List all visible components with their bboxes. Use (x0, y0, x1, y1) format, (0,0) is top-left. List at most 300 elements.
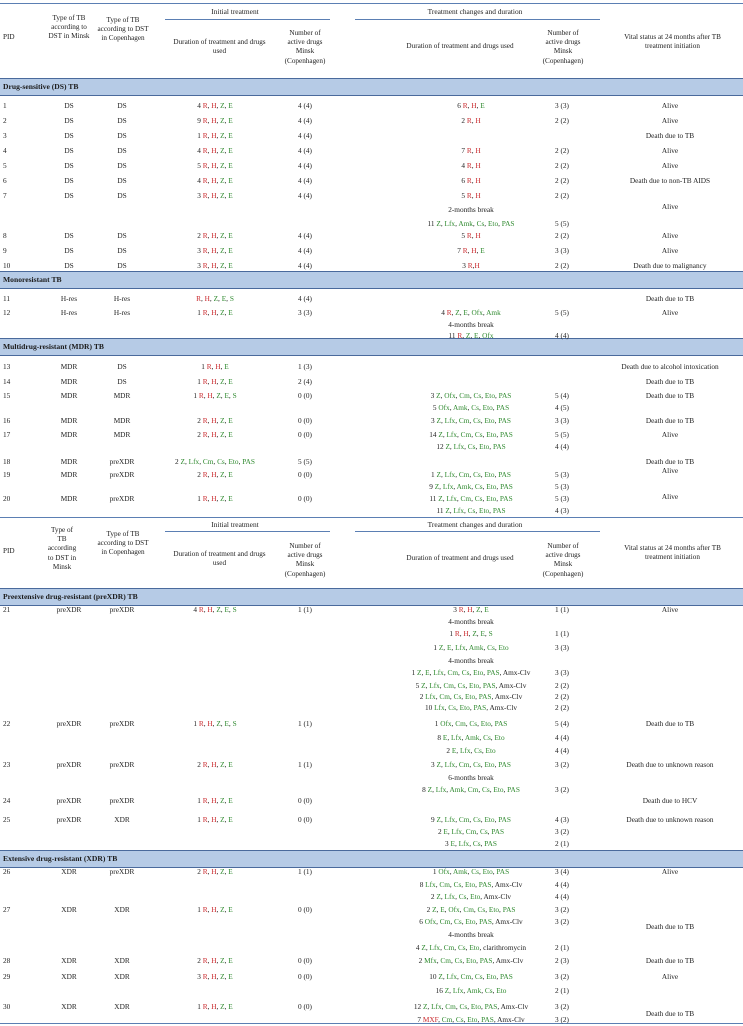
type-minsk-cell: preXDR (56, 760, 82, 769)
vital-status-cell: Alive (661, 146, 679, 155)
section-xdr (0, 850, 743, 868)
active-drugs-2-cell: 2 (2) (555, 176, 569, 185)
treatment-cell: 12 Z, Lfx, Cm, Cs, Eto, PAS, Amx-Clv (413, 1002, 529, 1011)
active-drugs-2-cell: 2 (2) (555, 681, 569, 690)
treatment-cell: 1 R, H, Z, E, S (193, 391, 237, 400)
treatment-cell: 2 R, H, Z, E (197, 956, 233, 965)
type-minsk-cell: MDR (60, 362, 78, 371)
active-drugs-cell: 5 (5) (298, 457, 312, 466)
treatment-cell: 1 R, H, Z, E (197, 796, 233, 805)
treatment-cell: 4 R, Z, E, Ofx, Amk (441, 308, 501, 317)
vital-status-cell: Death due to TB (645, 457, 695, 466)
type-minsk-cell: preXDR (56, 719, 82, 728)
type-copenhagen-cell: MDR (113, 391, 131, 400)
vital-status-cell: Death due to TB (645, 719, 695, 728)
header-treatment-changes: Treatment changes and duration (427, 520, 523, 529)
active-drugs-2-cell: 2 (2) (555, 116, 569, 125)
treatment-cell: 9 Z, Lfx, Cm, Cs, Eto, PAS (431, 815, 511, 824)
header-underline (165, 19, 330, 20)
active-drugs-cell: 4 (4) (298, 231, 312, 240)
treatment-cell: 1 R, H, Z, E (197, 494, 233, 503)
vital-status-cell: Alive (661, 161, 679, 170)
type-minsk-cell: MDR (60, 470, 78, 479)
treatment-cell: 1 R, H, Z, E (197, 1002, 233, 1011)
active-drugs-cell: 0 (0) (298, 972, 312, 981)
active-drugs-2-cell: 4 (4) (555, 892, 569, 901)
active-drugs-2-cell: 4 (3) (555, 815, 569, 824)
active-drugs-2-cell: 4 (5) (555, 403, 569, 412)
vital-status-cell: Death due to TB (645, 1009, 695, 1018)
active-drugs-cell: 1 (1) (298, 605, 312, 614)
vital-status-cell: Alive (661, 231, 679, 240)
treatment-cell: 1 R, H, Z, E (197, 308, 233, 317)
treatment-cell: 2 R, H, Z, E (197, 231, 233, 240)
treatment-cell: 9 Z, Lfx, Amk, Cs, Eto, PAS (429, 482, 513, 491)
type-minsk-cell: DS (64, 176, 74, 185)
active-drugs-cell: 4 (4) (298, 294, 312, 303)
active-drugs-2-cell: 3 (2) (555, 972, 569, 981)
treatment-cell: 10 Z, Lfx, Cm, Cs, Eto, PAS (429, 972, 513, 981)
treatment-cell: 5 R, H (461, 191, 481, 200)
pid-cell: 3 (3, 131, 7, 140)
treatment-cell: 11 R, Z, E, Ofx (448, 331, 494, 340)
type-minsk-cell: MDR (60, 430, 78, 439)
type-minsk-cell: preXDR (56, 605, 82, 614)
vital-status-cell: Death due to TB (645, 131, 695, 140)
vital-status-cell: Death due to TB (645, 416, 695, 425)
type-copenhagen-cell: preXDR (109, 760, 135, 769)
vital-status-cell: Alive (661, 972, 679, 981)
active-drugs-cell: 1 (1) (298, 867, 312, 876)
active-drugs-2-cell: 3 (2) (555, 1002, 569, 1011)
vital-status-cell: Death due to TB (645, 377, 695, 386)
header-num-active: Number of active drugs Minsk (Copenhagen) (284, 542, 326, 578)
active-drugs-2-cell: 2 (3) (555, 956, 569, 965)
active-drugs-2-cell: 4 (3) (555, 506, 569, 515)
active-drugs-2-cell: 5 (4) (555, 391, 569, 400)
treatment-line: 10 Lfx, Cs, Eto, PAS, Amx-Clv (424, 703, 518, 712)
header-type-copenhagen: Type of TB according to DST in Copenhagen (97, 16, 149, 43)
treatment-line: 2 Lfx, Cm, Cs, Eto, PAS, Amx-Clv (419, 692, 523, 701)
header-underline (355, 531, 600, 532)
pid-cell: 4 (3, 146, 7, 155)
active-drugs-2-cell: 5 (3) (555, 482, 569, 491)
pid-cell: 11 (3, 294, 11, 303)
treatment-line: 5 Z, Lfx, Cm, Cs, Eto, PAS, Amx-Clv (415, 681, 527, 690)
active-drugs-cell: 0 (0) (298, 956, 312, 965)
type-minsk-cell: MDR (60, 494, 78, 503)
treatment-cell: 4 R, H (461, 161, 481, 170)
vital-status-cell: Death due to alcohol intoxication (621, 362, 719, 371)
type-copenhagen-cell: XDR (114, 905, 130, 914)
treatment-cell: 1 R, H, E (201, 362, 229, 371)
vital-status-cell: Death due to TB (645, 294, 695, 303)
active-drugs-cell: 0 (0) (298, 416, 312, 425)
header-underline (165, 531, 330, 532)
active-drugs-2-cell: 5 (3) (555, 494, 569, 503)
treatment-line: 4-months break (448, 656, 494, 665)
vital-status-cell: Death due to unknown reason (626, 815, 714, 824)
active-drugs-2-cell: 4 (4) (555, 880, 569, 889)
pid-cell: 2 (3, 116, 7, 125)
active-drugs-2-cell: 2 (2) (555, 692, 569, 701)
active-drugs-cell: 4 (4) (298, 131, 312, 140)
active-drugs-2-cell: 2 (1) (555, 986, 569, 995)
active-drugs-cell: 4 (4) (298, 116, 312, 125)
type-minsk-cell: MDR (60, 377, 78, 386)
type-minsk-cell: preXDR (56, 815, 82, 824)
pid-cell: 14 (3, 377, 11, 386)
treatment-line: 1 Z, E, Lfx, Amk, Cs, Eto (433, 643, 509, 652)
vital-status-cell: Alive (661, 116, 679, 125)
treatment-cell: 4 R, H, Z, E, S (193, 605, 237, 614)
active-drugs-2-cell: 3 (2) (555, 785, 569, 794)
active-drugs-2-cell: 3 (2) (555, 760, 569, 769)
treatment-cell: 1 Z, Lfx, Cm, Cs, Eto, PAS (431, 470, 511, 479)
type-copenhagen-cell: preXDR (109, 470, 135, 479)
pid-cell: 29 (3, 972, 11, 981)
treatment-cell: 2 R, H, Z, E (197, 416, 233, 425)
active-drugs-2-cell: 3 (2) (555, 905, 569, 914)
type-copenhagen-cell: DS (117, 131, 127, 140)
active-drugs-2-cell: 4 (4) (555, 331, 569, 340)
treatment-break: 4-months break (448, 320, 494, 329)
type-minsk-cell: XDR (61, 1002, 77, 1011)
pid-cell: 5 (3, 161, 7, 170)
header-type-minsk: Type of TB according to DST in Minsk (47, 526, 77, 571)
treatment-cell: 2 Z, Lfx, Cm, Cs, Eto, PAS (175, 457, 255, 466)
section-prexdr (0, 588, 743, 606)
active-drugs-cell: 1 (1) (298, 760, 312, 769)
header-initial-duration: Duration of treatment and drugs used (173, 550, 266, 568)
type-minsk-cell: DS (64, 131, 74, 140)
treatment-cell: 11 Z, Lfx, Cs, Eto, PAS (436, 506, 506, 515)
type-minsk-cell: XDR (61, 956, 77, 965)
vital-status-cell: Alive (661, 466, 679, 475)
section-title: Drug-sensitive (DS) TB (3, 82, 79, 91)
vital-status-cell: Alive (661, 867, 679, 876)
active-drugs-2-cell: 5 (4) (555, 719, 569, 728)
pid-cell: 24 (3, 796, 11, 805)
active-drugs-2-cell: 1 (1) (555, 629, 569, 638)
treatment-cell: 3 R, H, Z, E (197, 972, 233, 981)
type-copenhagen-cell: XDR (114, 1002, 130, 1011)
type-minsk-cell: DS (64, 231, 74, 240)
treatment-cell: 1 R, H, Z, E (197, 131, 233, 140)
active-drugs-2-cell: 3 (3) (555, 643, 569, 652)
vital-status-cell: Alive (661, 101, 679, 110)
type-minsk-cell: MDR (60, 391, 78, 400)
pid-cell: 26 (3, 867, 11, 876)
header-changes-duration: Duration of treatment and drugs used (406, 42, 514, 50)
header-treatment-changes: Treatment changes and duration (427, 7, 523, 16)
section-ds (0, 78, 743, 96)
type-copenhagen-cell: DS (117, 377, 127, 386)
active-drugs-cell: 0 (0) (298, 494, 312, 503)
pid-cell: 25 (3, 815, 11, 824)
type-copenhagen-cell: DS (117, 362, 127, 371)
treatment-line: 2 E, Lfx, Cs, Eto (446, 746, 496, 755)
active-drugs-2-cell: 2 (2) (555, 146, 569, 155)
vital-status-cell: Death due to TB (645, 922, 695, 931)
treatment-cell: 6 R, H (461, 176, 481, 185)
pid-cell: 28 (3, 956, 11, 965)
treatment-cell: 3 Z, Lfx, Cm, Cs, Eto, PAS (431, 416, 511, 425)
pid-cell: 23 (3, 760, 11, 769)
active-drugs-2-cell: 2 (2) (555, 703, 569, 712)
active-drugs-cell: 4 (4) (298, 101, 312, 110)
type-minsk-cell: preXDR (56, 796, 82, 805)
header-num-active-2: Number of active drugs Minsk (Copenhagen) (542, 542, 584, 578)
table-header-repeat (0, 517, 743, 588)
pid-cell: 27 (3, 905, 11, 914)
vital-status-cell: Alive (661, 202, 679, 211)
section-title: Preextensive drug-resistant (preXDR) TB (3, 592, 138, 601)
table-header (0, 3, 743, 79)
type-copenhagen-cell: preXDR (109, 457, 135, 466)
treatment-cell: 4 R, H, Z, E (197, 101, 233, 110)
treatment-cell: 1 R, H, Z, E (197, 377, 233, 386)
treatment-line: 16 Z, Lfx, Amk, Cs, Eto (435, 986, 507, 995)
pid-cell: 7 (3, 191, 7, 200)
type-copenhagen-cell: DS (117, 101, 127, 110)
active-drugs-cell: 1 (3) (298, 362, 312, 371)
type-copenhagen-cell: preXDR (109, 494, 135, 503)
treatment-line: 4 Z, Lfx, Cm, Cs, Eto, clarithromycin (415, 943, 527, 952)
active-drugs-cell: 4 (4) (298, 191, 312, 200)
active-drugs-cell: 0 (0) (298, 391, 312, 400)
active-drugs-2-cell: 2 (2) (555, 231, 569, 240)
type-copenhagen-cell: DS (117, 191, 127, 200)
active-drugs-cell: 0 (0) (298, 796, 312, 805)
vital-status-cell: Death due to HCV (642, 796, 698, 805)
active-drugs-2-cell: 3 (3) (555, 416, 569, 425)
header-changes-duration: Duration of treatment and drugs used (406, 554, 514, 562)
active-drugs-2-cell: 2 (1) (555, 839, 569, 848)
treatment-cell: 3 Z, Ofx, Cm, Cs, Eto, PAS (430, 391, 512, 400)
pid-cell: 22 (3, 719, 11, 728)
header-initial-treatment: Initial treatment (211, 7, 259, 16)
type-copenhagen-cell: DS (117, 261, 127, 270)
active-drugs-2-cell: 3 (3) (555, 668, 569, 677)
active-drugs-cell: 4 (4) (298, 261, 312, 270)
active-drugs-2-cell: 3 (3) (555, 101, 569, 110)
treatment-line: 4-months break (448, 930, 494, 939)
vital-status-cell: Death due to TB (645, 391, 695, 400)
type-minsk-cell: DS (64, 116, 74, 125)
type-minsk-cell: XDR (61, 867, 77, 876)
treatment-cell: R, H, Z, E, S (196, 294, 234, 303)
treatment-cell: 2 R, H, Z, E (197, 760, 233, 769)
active-drugs-cell: 4 (4) (298, 176, 312, 185)
header-vital: Vital status at 24 months after TB treatment initiation (624, 544, 721, 562)
treatment-cell: 3 R, H, Z, E (453, 605, 489, 614)
type-copenhagen-cell: MDR (113, 430, 131, 439)
treatment-line: 6-months break (448, 773, 494, 782)
section-title: Multidrug-resistant (MDR) TB (3, 342, 104, 351)
type-copenhagen-cell: DS (117, 246, 127, 255)
treatment-cell: 4 R, H, Z, E (197, 146, 233, 155)
treatment-break: 2-months break (448, 205, 494, 214)
treatment-cell: 5 R, H (461, 231, 481, 240)
treatment-cell: 9 R, H, Z, E (197, 116, 233, 125)
treatment-cell: 1 Ofx, Cm, Cs, Eto, PAS (434, 719, 508, 728)
active-drugs-2-cell: 3 (2) (555, 1015, 569, 1024)
active-drugs-2-cell: 1 (1) (555, 605, 569, 614)
type-copenhagen-cell: preXDR (109, 719, 135, 728)
header-num-active: Number of active drugs Minsk (Copenhagen) (284, 29, 326, 65)
treatment-cell: 1 R, H, Z, E (197, 815, 233, 824)
treatment-cell: 11 Z, Lfx, Cm, Cs, Eto, PAS (429, 494, 513, 503)
type-copenhagen-cell: DS (117, 231, 127, 240)
pid-cell: 13 (3, 362, 11, 371)
pid-cell: 18 (3, 457, 11, 466)
active-drugs-2-cell: 2 (2) (555, 191, 569, 200)
treatment-cell: 2 R, H, Z, E (197, 867, 233, 876)
vital-status-cell: Death due to unknown reason (626, 760, 714, 769)
treatment-cell: 2 R, H, Z, E (197, 430, 233, 439)
type-copenhagen-cell: H-res (113, 308, 131, 317)
active-drugs-cell: 4 (4) (298, 246, 312, 255)
pid-cell: 8 (3, 231, 7, 240)
type-minsk-cell: XDR (61, 905, 77, 914)
header-underline (355, 19, 600, 20)
treatment-cell: 3 R,H (462, 261, 480, 270)
pid-cell: 1 (3, 101, 7, 110)
active-drugs-cell: 3 (3) (298, 308, 312, 317)
active-drugs-cell: 1 (1) (298, 719, 312, 728)
active-drugs-cell: 4 (4) (298, 146, 312, 155)
treatment-line: 1 Z, E, Lfx, Cm, Cs, Eto, PAS, Amx-Clv (411, 668, 531, 677)
active-drugs-2-cell: 2 (2) (555, 261, 569, 270)
active-drugs-cell: 0 (0) (298, 470, 312, 479)
treatment-line: 4-months break (448, 617, 494, 626)
header-num-active-2: Number of active drugs Minsk (Copenhagen) (542, 29, 584, 65)
active-drugs-cell: 0 (0) (298, 905, 312, 914)
vital-status-cell: Alive (661, 492, 679, 501)
pid-cell: 15 (3, 391, 11, 400)
type-copenhagen-cell: DS (117, 161, 127, 170)
type-minsk-cell: MDR (60, 416, 78, 425)
treatment-cell: 4 R, H, Z, E (197, 176, 233, 185)
header-type-minsk: Type of TB according to DST in Minsk (48, 14, 90, 41)
type-minsk-cell: DS (64, 261, 74, 270)
type-copenhagen-cell: DS (117, 116, 127, 125)
type-minsk-cell: DS (64, 191, 74, 200)
type-minsk-cell: H-res (60, 294, 78, 303)
type-minsk-cell: DS (64, 246, 74, 255)
treatment-cell: 3 R, H, Z, E (197, 191, 233, 200)
treatment-cell: 2 R, H (461, 116, 481, 125)
pid-cell: 12 (3, 308, 11, 317)
active-drugs-2-cell: 2 (2) (555, 161, 569, 170)
section-mono (0, 271, 743, 289)
treatment-cell: 3 R, H, Z, E (197, 261, 233, 270)
type-copenhagen-cell: XDR (114, 956, 130, 965)
treatment-cell: 6 R, H, E (457, 101, 485, 110)
active-drugs-2-cell: 5 (5) (555, 308, 569, 317)
treatment-cell: 2 Mfx, Cm, Cs, Eto, PAS, Amx-Clv (418, 956, 524, 965)
type-minsk-cell: MDR (60, 457, 78, 466)
treatment-cell: 12 Z, Lfx, Cs, Eto, PAS (436, 442, 506, 451)
active-drugs-2-cell: 5 (5) (555, 219, 569, 228)
type-minsk-cell: DS (64, 101, 74, 110)
treatment-line: 7 MXF, Cm, Cs, Eto, PAS, Amx-Clv (417, 1015, 525, 1024)
pid-cell: 16 (3, 416, 11, 425)
treatment-cell: 3 R, H, Z, E (197, 246, 233, 255)
treatment-line: 8 E, Lfx, Amk, Cs, Eto (437, 733, 505, 742)
vital-status-cell: Alive (661, 308, 679, 317)
vital-status-cell: Death due to TB (645, 956, 695, 965)
active-drugs-2-cell: 4 (4) (555, 733, 569, 742)
type-minsk-cell: DS (64, 161, 74, 170)
active-drugs-cell: 0 (0) (298, 815, 312, 824)
pid-cell: 9 (3, 246, 7, 255)
section-title: Monoresistant TB (3, 275, 62, 284)
treatment-cell: 11 Z, Lfx, Amk, Cs, Eto, PAS (427, 219, 515, 228)
active-drugs-2-cell: 4 (4) (555, 442, 569, 451)
treatment-cell: 5 R, H, Z, E (197, 161, 233, 170)
pid-cell: 30 (3, 1002, 11, 1011)
active-drugs-cell: 4 (4) (298, 161, 312, 170)
header-vital: Vital status at 24 months after TB treatment initiation (624, 33, 721, 51)
treatment-cell: 1 R, H, Z, E, S (193, 719, 237, 728)
header-initial-treatment: Initial treatment (211, 520, 259, 529)
type-minsk-cell: H-res (60, 308, 78, 317)
treatment-cell: 7 R, H (461, 146, 481, 155)
active-drugs-2-cell: 3 (2) (555, 827, 569, 836)
pid-cell: 21 (3, 605, 11, 614)
type-copenhagen-cell: DS (117, 146, 127, 155)
type-copenhagen-cell: XDR (114, 815, 130, 824)
header-initial-duration: Duration of treatment and drugs used (173, 38, 266, 56)
treatment-cell: 2 Z, E, Ofx, Cm, Cs, Eto, PAS (426, 905, 516, 914)
active-drugs-cell: 0 (0) (298, 430, 312, 439)
type-copenhagen-cell: preXDR (109, 867, 135, 876)
active-drugs-2-cell: 3 (2) (555, 917, 569, 926)
section-title: Extensive drug-resistant (XDR) TB (3, 854, 118, 863)
active-drugs-cell: 2 (4) (298, 377, 312, 386)
type-copenhagen-cell: H-res (113, 294, 131, 303)
type-copenhagen-cell: preXDR (109, 605, 135, 614)
vital-status-cell: Alive (661, 430, 679, 439)
vital-status-cell: Death due to malignancy (633, 261, 707, 270)
vital-status-cell: Alive (661, 246, 679, 255)
type-copenhagen-cell: MDR (113, 416, 131, 425)
header-pid: PID (3, 547, 15, 555)
type-copenhagen-cell: XDR (114, 972, 130, 981)
pid-cell: 10 (3, 261, 11, 270)
pid-cell: 19 (3, 470, 11, 479)
active-drugs-2-cell: 3 (4) (555, 867, 569, 876)
vital-status-cell: Death due to non-TB AIDS (629, 176, 711, 185)
treatment-line: 2 Z, Lfx, Cs, Eto, Amx-Clv (430, 892, 512, 901)
type-minsk-cell: XDR (61, 972, 77, 981)
vital-status-cell: Alive (661, 605, 679, 614)
treatment-cell: 5 Ofx, Amk, Cs, Eto, PAS (432, 403, 510, 412)
treatment-line: 8 Z, Lfx, Amk, Cm, Cs, Eto, PAS (422, 785, 520, 794)
treatment-line: 1 R, H, Z, E, S (449, 629, 493, 638)
active-drugs-2-cell: 2 (1) (555, 943, 569, 952)
header-pid: PID (3, 33, 15, 41)
pid-cell: 17 (3, 430, 11, 439)
active-drugs-2-cell: 5 (5) (555, 430, 569, 439)
active-drugs-2-cell: 4 (4) (555, 746, 569, 755)
type-copenhagen-cell: DS (117, 176, 127, 185)
treatment-cell: 14 Z, Lfx, Cm, Cs, Eto, PAS (429, 430, 513, 439)
treatment-cell: 3 Z, Lfx, Cm, Cs, Eto, PAS (431, 760, 511, 769)
treatment-line: 2 E, Lfx, Cm, Cs, PAS (437, 827, 505, 836)
